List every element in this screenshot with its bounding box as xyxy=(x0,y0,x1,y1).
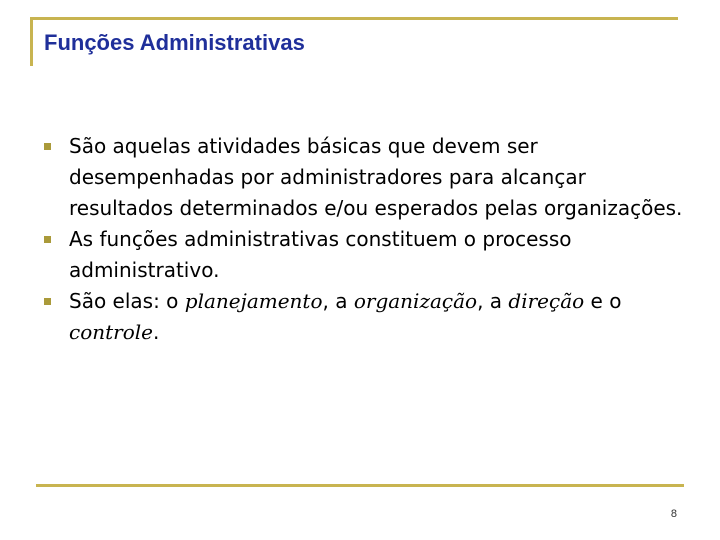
term-direcao: direção xyxy=(508,289,585,313)
title-frame-top-rule xyxy=(30,17,678,20)
term-controle: controle xyxy=(69,320,153,344)
bullet-text-segment: , a xyxy=(322,289,354,313)
page-number: 8 xyxy=(670,508,677,520)
bullet-item xyxy=(44,131,694,224)
bullet-list xyxy=(44,131,694,348)
bullet-text xyxy=(69,289,621,344)
bullet-text-segment: e o xyxy=(584,289,622,313)
bullet-text-segment: , a xyxy=(477,289,509,313)
title-frame-left-rule xyxy=(30,17,33,66)
bullet-text: São aquelas atividades básicas que devem ser desempenhadas por administradores para alcançar resultados determinados e/ou esperados pelas organizações. xyxy=(69,134,683,220)
bullet-text-segment: . xyxy=(153,320,160,344)
bullet-text: As funções administrativas constituem o processo administrativo. xyxy=(69,227,572,282)
term-planejamento: planejamento xyxy=(184,289,323,313)
slide-title: Funções Administrativas xyxy=(44,30,305,55)
footer-rule xyxy=(36,484,684,487)
bullet-item xyxy=(44,286,694,348)
bullet-text-segment: São elas: o xyxy=(69,289,185,313)
term-organizacao: organização xyxy=(353,289,478,313)
square-bullet-icon xyxy=(44,143,51,150)
bullet-item xyxy=(44,224,694,286)
square-bullet-icon xyxy=(44,236,51,243)
square-bullet-icon xyxy=(44,298,51,305)
